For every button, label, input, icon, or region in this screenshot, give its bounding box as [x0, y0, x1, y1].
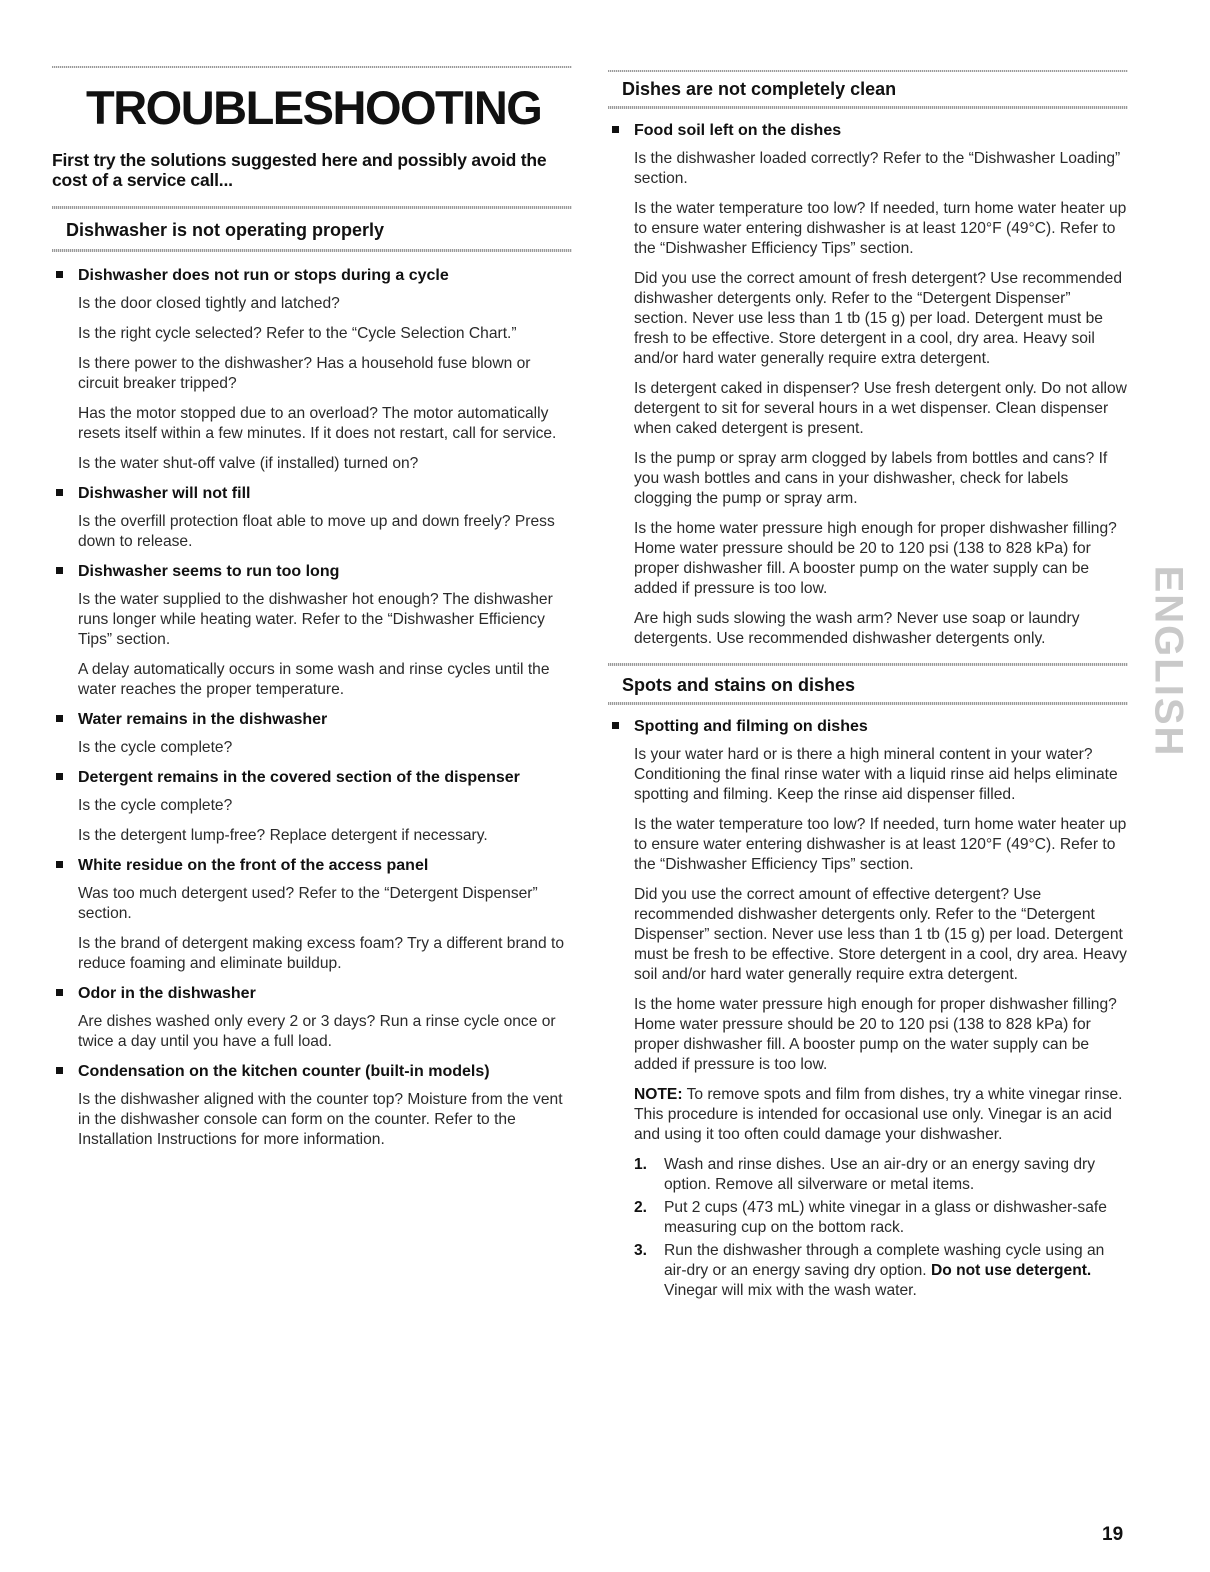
- issue-paragraph: Has the motor stopped due to an overload? The motor automatically resets itself within a few minutes. If it does not restart, call for service.: [78, 405, 557, 442]
- issue-item: [52, 484, 572, 552]
- square-bullet-icon: [612, 722, 619, 729]
- issue-paragraph: Is the pump or spray arm clogged by labels from bottles and cans? If you wash bottles and cans in your dishwasher, check for labels clogging the pump or spray arm.: [634, 450, 1108, 507]
- square-bullet-icon: [56, 489, 63, 496]
- note-label: NOTE:: [634, 1086, 683, 1103]
- issue-paragraph: A delay automatically occurs in some wash and rinse cycles until the water reaches the proper temperature.: [78, 661, 550, 698]
- step-text: Run the dishwasher through a complete washing cycle using an air-dry or an energy saving dry option.: [664, 1242, 1105, 1279]
- issue-paragraph: Are high suds slowing the wash arm? Never use soap or laundry detergents. Use recommended dishwasher detergents only.: [634, 610, 1080, 647]
- issue-paragraph: Is the dishwasher loaded correctly? Refer to the “Dishwasher Loading” section.: [634, 150, 1121, 187]
- issue-paragraph: Is the cycle complete?: [78, 797, 233, 814]
- left-issue-list: [52, 266, 572, 1150]
- left-column: [52, 0, 572, 1160]
- issue-food-soil: [608, 121, 1128, 649]
- issue-paragraph: Is the detergent lump-free? Replace detergent if necessary.: [78, 827, 488, 844]
- issue-item: [52, 710, 572, 758]
- square-bullet-icon: [56, 861, 63, 868]
- issue-paragraph: Is the water shut-off valve (if installed) turned on?: [78, 455, 419, 472]
- issue-paragraph: Is the brand of detergent making excess foam? Try a different brand to reduce foaming and eliminate buildup.: [78, 935, 564, 972]
- language-side-tab: [1146, 565, 1191, 757]
- issue-paragraph: Is the dishwasher aligned with the counter top? Moisture from the vent in the dishwasher console can form on the counter. Refer to the Installation Instructions for more information.: [78, 1091, 563, 1148]
- issue-paragraph: Is the water temperature too low? If needed, turn home water heater up to ensure water entering dishwasher is at least 120°F (49°C). Refer to the “Dishwasher Efficiency Tips” section.: [634, 200, 1127, 257]
- square-bullet-icon: [56, 715, 63, 722]
- issue-item: [52, 562, 572, 700]
- steps-list: [634, 1155, 1128, 1238]
- issue-item: [52, 1062, 572, 1150]
- issue-heading-text: Dishwasher seems to run too long: [78, 563, 340, 580]
- step-text: Wash and rinse dishes. Use an air-dry or an energy saving dry option. Remove all silverware or metal items.: [664, 1156, 1096, 1193]
- issue-heading: [52, 484, 572, 503]
- issue-heading: [52, 562, 572, 581]
- issue-heading: [52, 1062, 572, 1081]
- issue-heading-text: Spotting and filming on dishes: [634, 718, 868, 735]
- step-item: [634, 1241, 1128, 1301]
- step-number: 1.: [634, 1156, 648, 1173]
- issue-heading: [52, 266, 572, 285]
- issue-paragraph: Is the cycle complete?: [78, 739, 233, 756]
- square-bullet-icon: [56, 271, 63, 278]
- issue-heading: [52, 984, 572, 1003]
- step-number: 3.: [634, 1242, 648, 1259]
- issue-spotting: [608, 717, 1128, 1301]
- issue-paragraph: Did you use the correct amount of effective detergent? Use recommended dishwasher detergents only. Refer to the “Detergent Dispenser” section. Never use less than 1 tb (15 g) per load. Detergent must be fresh to be effective. Store detergent in a cool, dry area. Heavy soil and/or hard water generally require extra detergent.: [634, 886, 1127, 983]
- issue-paragraph: Is the water temperature too low? If needed, turn home water heater up to ensure water entering dishwasher is at least 120°F (49°C). Refer to the “Dishwasher Efficiency Tips” section.: [634, 816, 1127, 873]
- intro-lead: First try the solutions suggested here and possibly avoid the cost of a service call...: [52, 150, 547, 190]
- issue-heading: [608, 121, 1128, 140]
- issue-paragraph: Was too much detergent used? Refer to the “Detergent Dispenser” section.: [78, 885, 538, 922]
- issue-paragraph: Are dishes washed only every 2 or 3 days? Run a rinse cycle once or twice a day until you have a full load.: [78, 1013, 556, 1050]
- square-bullet-icon: [56, 567, 63, 574]
- square-bullet-icon: [56, 989, 63, 996]
- right-section1-rule-bottom: [608, 106, 1128, 109]
- right-column: [608, 0, 1128, 1304]
- issue-heading-text: White residue on the front of the access panel: [78, 857, 429, 874]
- issue-paragraph: Is the home water pressure high enough for proper dishwasher filling? Home water pressure should be 20 to 120 psi (138 to 828 kPa) for proper dishwasher fill. A booster pump on the water supply can be added if pressure is too low.: [634, 520, 1117, 597]
- square-bullet-icon: [612, 126, 619, 133]
- issue-heading-text: Water remains in the dishwasher: [78, 711, 328, 728]
- issue-paragraphs: [608, 745, 1128, 1075]
- title-top-rule: [52, 66, 572, 68]
- page-title: TROUBLESHOOTING: [86, 81, 542, 134]
- issue-paragraph: Is the home water pressure high enough for proper dishwasher filling? Home water pressure should be 20 to 120 psi (138 to 828 kPa) for proper dishwasher fill. A booster pump on the water supply can be added if pressure is too low.: [634, 996, 1117, 1073]
- square-bullet-icon: [56, 1067, 63, 1074]
- issue-heading: [52, 856, 572, 875]
- step-item: [634, 1155, 1128, 1195]
- vinegar-note: [608, 1085, 1128, 1145]
- issue-paragraphs: [608, 149, 1128, 649]
- issue-heading-text: Odor in the dishwasher: [78, 985, 256, 1002]
- vinegar-steps: [608, 1155, 1128, 1301]
- section-title-not-operating: Dishwasher is not operating properly: [66, 220, 385, 240]
- square-bullet-icon: [56, 773, 63, 780]
- section-title-spots: Spots and stains on dishes: [622, 675, 856, 695]
- step-text-after: Vinegar will mix with the wash water.: [664, 1282, 917, 1299]
- issue-item: [52, 856, 572, 974]
- section-rule-bottom: [52, 249, 572, 252]
- step-number: 2.: [634, 1199, 648, 1216]
- section-title-not-clean: Dishes are not completely clean: [622, 79, 897, 99]
- issue-paragraph: Is detergent caked in dispenser? Use fresh detergent only. Do not allow detergent to sit for several hours in a wet dispenser. Clean dispenser when caked detergent is present.: [634, 380, 1127, 437]
- issue-heading-text: Condensation on the kitchen counter (built-in models): [78, 1063, 490, 1080]
- issue-heading-text: Dishwasher will not fill: [78, 485, 251, 502]
- step-warning: Do not use detergent.: [930, 1262, 1092, 1279]
- issue-heading: [52, 768, 572, 787]
- page-number: 19: [1102, 1524, 1124, 1545]
- right-section2-rule-bottom: [608, 702, 1128, 705]
- issue-paragraph: Is the water supplied to the dishwasher hot enough? The dishwasher runs longer while heating water. Refer to the “Dishwasher Efficiency Tips” section.: [78, 591, 553, 648]
- issue-heading: [52, 710, 572, 729]
- step-text: Put 2 cups (473 mL) white vinegar in a glass or dishwasher-safe measuring cup on the bottom rack.: [664, 1199, 1107, 1236]
- issue-item: [52, 768, 572, 846]
- issue-paragraph: Is your water hard or is there a high mineral content in your water? Conditioning the final rinse water with a liquid rinse aid helps eliminate spotting and filming. Keep the rinse aid dispenser filled.: [634, 746, 1118, 803]
- step-item: [634, 1198, 1128, 1238]
- issue-heading-text: Dishwasher does not run or stops during a cycle: [78, 267, 449, 284]
- issue-heading-text: Detergent remains in the covered section of the dispenser: [78, 769, 520, 786]
- issue-paragraph: Is the door closed tightly and latched?: [78, 295, 340, 312]
- issue-paragraph: Is the right cycle selected? Refer to the “Cycle Selection Chart.”: [78, 325, 517, 342]
- note-text: To remove spots and film from dishes, try a white vinegar rinse. This procedure is intended for occasional use only. Vinegar is an acid and using it too often could damage your dishwasher.: [634, 1086, 1123, 1143]
- issue-paragraph: Did you use the correct amount of fresh detergent? Use recommended dishwasher detergents only. Refer to the “Detergent Dispenser” section. Never use less than 1 tb (15 g) per load. Detergent must be fresh to be effective. Store detergent in a cool, dry area. Heavy soil and/or hard water generally require extra detergent.: [634, 270, 1122, 367]
- language-side-tab-label: ENGLISH: [1146, 565, 1191, 757]
- issue-item: [52, 984, 572, 1052]
- issue-heading: [608, 717, 1128, 736]
- issue-paragraph: Is the overfill protection float able to move up and down freely? Press down to release.: [78, 513, 555, 550]
- issue-paragraph: Is there power to the dishwasher? Has a household fuse blown or circuit breaker tripped?: [78, 355, 531, 392]
- issue-heading-text: Food soil left on the dishes: [634, 122, 842, 139]
- issue-item: [52, 266, 572, 474]
